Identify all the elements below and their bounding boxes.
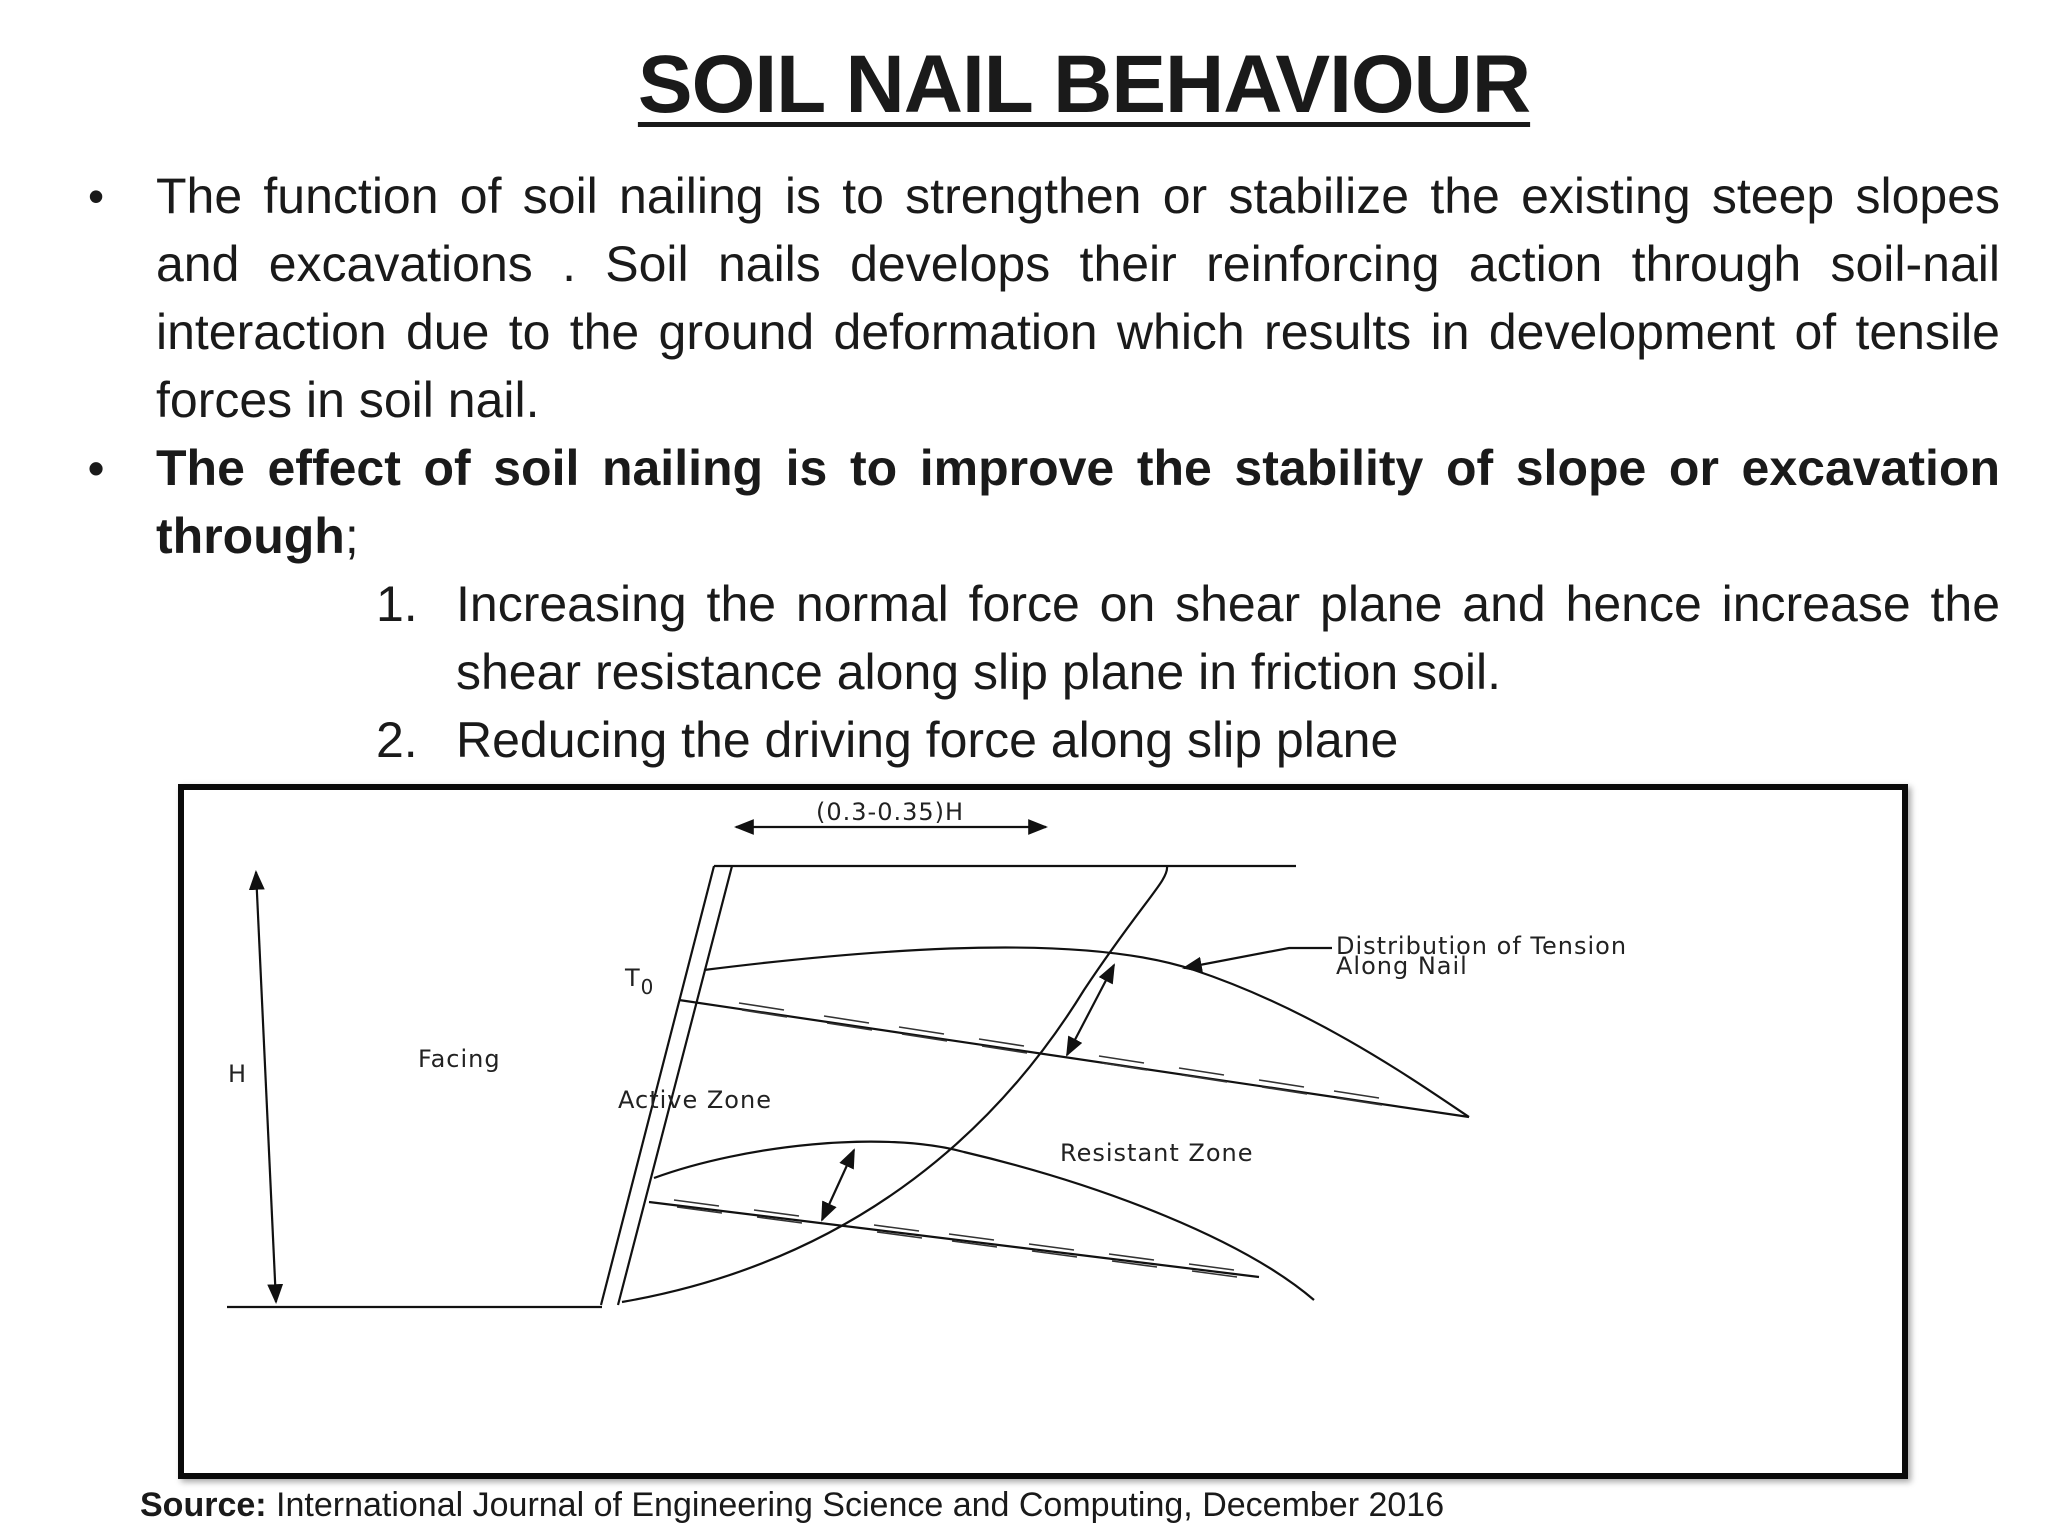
slide-title-text: SOIL NAIL BEHAVIOUR [637, 39, 1531, 130]
resistant-zone-label: Resistant Zone [1060, 1139, 1254, 1167]
bullet-bold-text: The effect of soil nailing is to improve the stability of slope or excavation through [156, 440, 2000, 564]
tension-label-subscript: 0 [640, 975, 655, 999]
list-item [376, 706, 2000, 774]
soil-nail-diagram [184, 790, 1902, 1473]
bullet-text: The function of soil nailing is to strengthen or stabilize the existing steep slopes and excavations . Soil nails develops their reinforcing action through soil-nail interaction due to the ground deformation which results in development of tensile forces in soil nail. [156, 168, 2000, 428]
active-zone-label: Active Zone [618, 1086, 772, 1114]
slide-title [0, 38, 2048, 132]
source-citation [140, 1486, 1444, 1525]
list-text: Increasing the normal force on shear plane and hence increase the shear resistance along slip plane in friction soil. [456, 576, 2000, 700]
list-number: 2. [376, 712, 418, 768]
bullet-list [80, 162, 2000, 774]
list-number: 1. [376, 576, 418, 632]
bullet-item-function [80, 162, 2000, 434]
tension-label-main: T [625, 964, 641, 992]
bullet-tail-text: ; [344, 508, 359, 564]
distribution-leader-line [1184, 948, 1332, 968]
height-label: H [228, 1060, 248, 1088]
lower-nail [649, 1202, 1259, 1277]
numbered-list [156, 570, 2000, 774]
facing-label: Facing [418, 1045, 501, 1073]
list-item [376, 570, 2000, 706]
width-dimension-label: (0.3-0.35)H [816, 798, 965, 826]
bullet-marker: • [88, 170, 105, 222]
lower-tension-arrow [822, 1150, 854, 1220]
list-text: Reducing the driving force along slip plane [456, 712, 1399, 768]
height-dimension-arrow [256, 872, 276, 1302]
slip-surface-curve [622, 866, 1167, 1302]
distribution-label-line1: Distribution of Tension [1336, 932, 1628, 960]
bullet-item-effect [80, 434, 2000, 774]
tension-label [624, 964, 654, 999]
soil-nail-diagram-frame [178, 784, 1908, 1479]
bullet-marker: • [88, 442, 105, 494]
source-text: International Journal of Engineering Science and Computing, December 2016 [266, 1486, 1445, 1524]
source-label: Source: [140, 1486, 267, 1524]
distribution-label-line2: Along Nail [1336, 952, 1468, 980]
